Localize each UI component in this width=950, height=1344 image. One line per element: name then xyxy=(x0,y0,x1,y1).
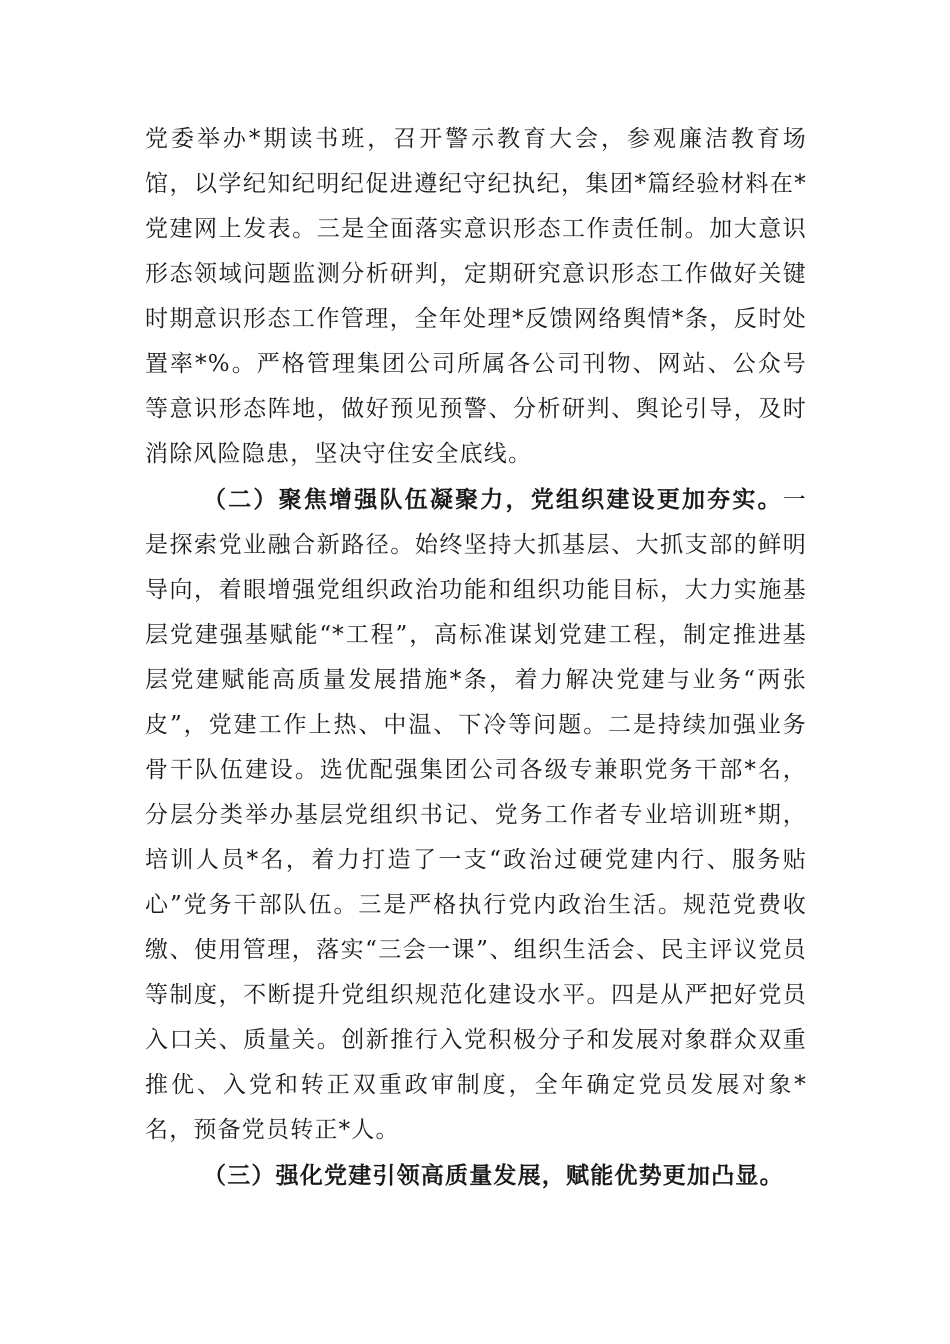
paragraph-3 xyxy=(145,1153,807,1199)
paragraph-1-text: 党委举办*期读书班，召开警示教育大会，参观廉洁教育场馆，以学纪知纪明纪促进遵纪守纪执纪，集团*篇经验材料在*党建网上发表。三是全面落实意识形态工作责任制。加大意识形态领域问题监测分析研判，定期研究意识形态工作做好关键时期意识形态工作管理，全年处理*反馈网络舆情*条，反时处置率*%。严格管理集团公司所属各公司刊物、网站、公众号等意识形态阵地，做好预见预警、分析研判、舆论引导，及时消除风险隐患，坚决守住安全底线。 xyxy=(145,126,807,467)
section-heading-2: （二）聚焦增强队伍凝聚力，党组织建设更加夯实。 xyxy=(203,486,783,513)
paragraph-2 xyxy=(145,477,807,1153)
document-body xyxy=(145,117,807,1199)
section-heading-3: （三）强化党建引领高质量发展，赋能优势更加凸显。 xyxy=(203,1162,784,1189)
paragraph-1 xyxy=(145,117,807,477)
paragraph-2-text: 一是探索党业融合新路径。始终坚持大抓基层、大抓支部的鲜明导向，着眼增强党组织政治功能和组织功能目标，大力实施基层党建强基赋能“*工程”，高标准谋划党建工程，制定推进基层党建赋能高质量发展措施*条，着力解决党建与业务“两张皮”，党建工作上热、中温、下冷等问题。二是持续加强业务骨干队伍建设。选优配强集团公司各级专兼职党务干部*名，分层分类举办基层党组织书记、党务工作者专业培训班*期，培训人员*名，着力打造了一支“政治过硬党建内行、服务贴心”党务干部队伍。三是严格执行党内政治生活。规范党费收缴、使用管理，落实“三会一课”、组织生活会、民主评议党员等制度，不断提升党组织规范化建设水平。四是从严把好党员入口关、质量关。创新推行入党积极分子和发展对象群众双重推优、入党和转正双重政审制度，全年确定党员发展对象*名，预备党员转正*人。 xyxy=(145,487,807,1143)
